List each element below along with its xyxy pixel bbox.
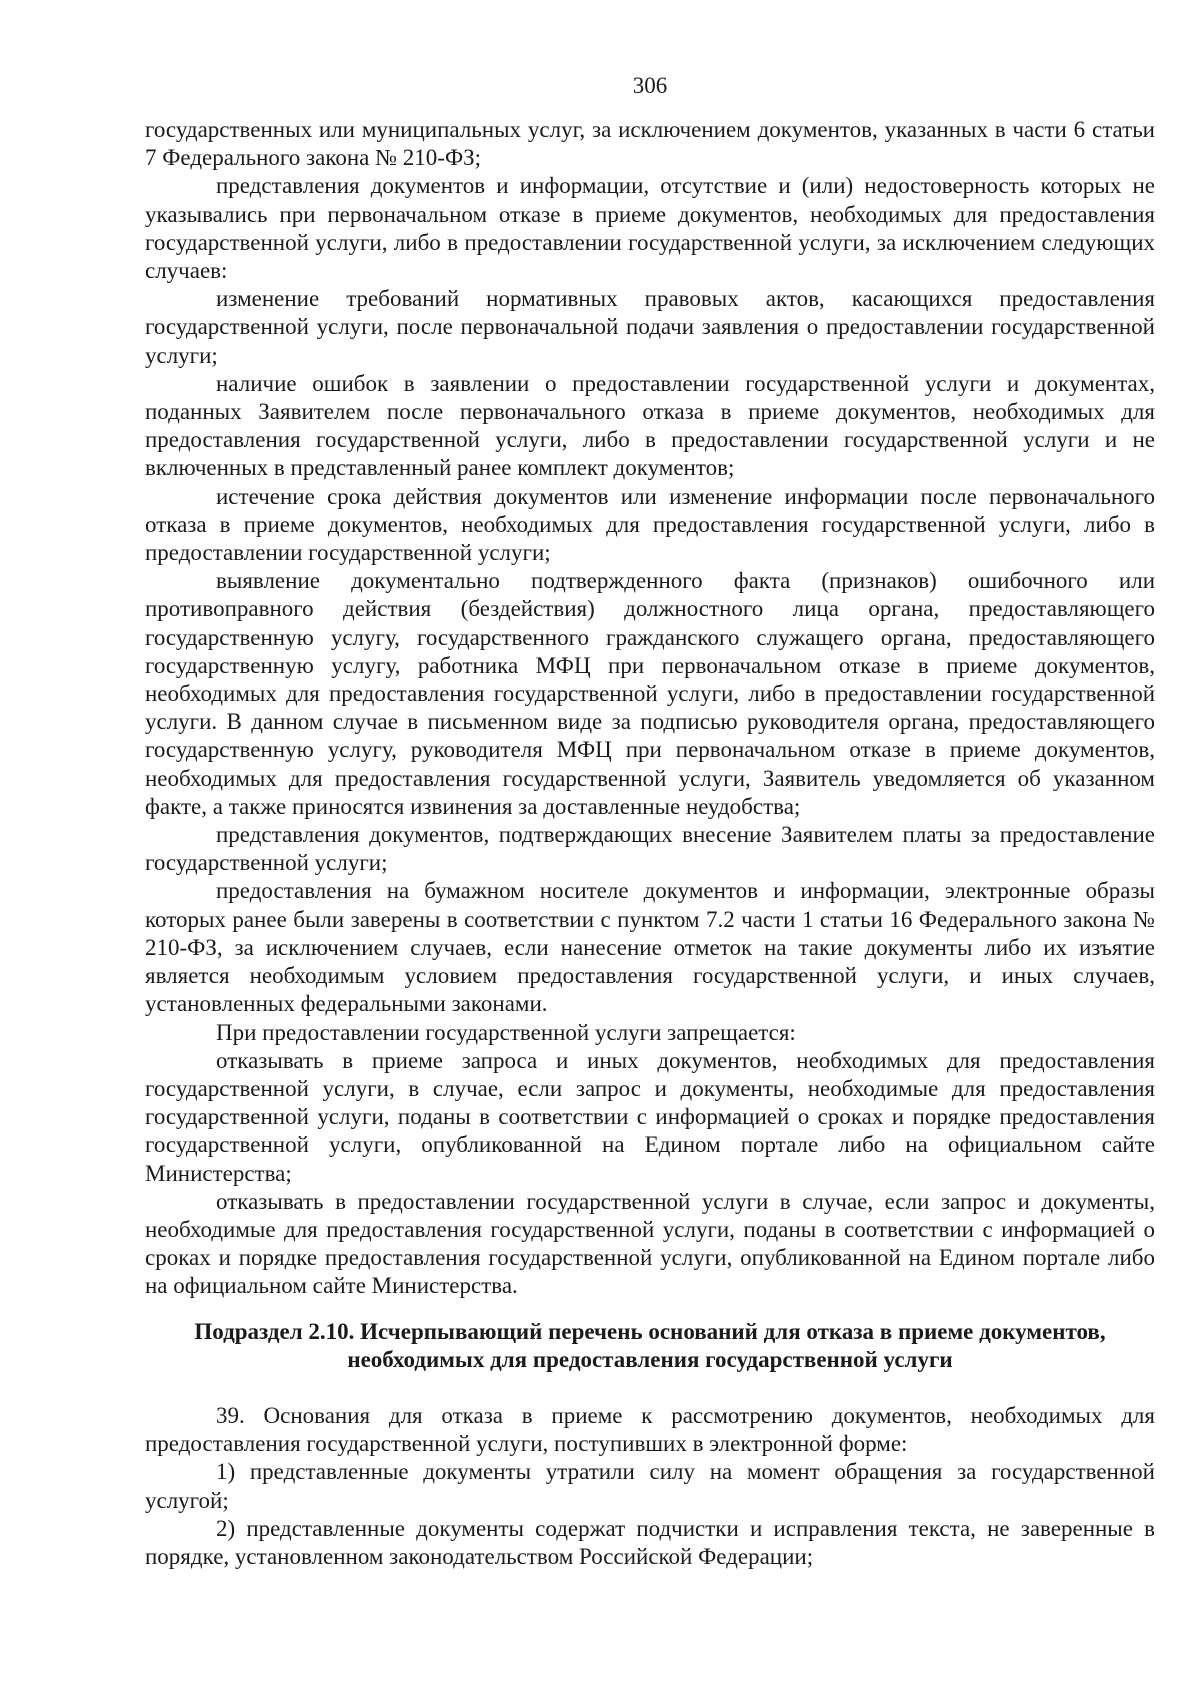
section-body [145, 1402, 1155, 1571]
paragraph: предоставления на бумажном носителе документов и информации, электронные образы которых ранее были заверены в соответствии с пунктом 7.2 части 1 статьи 16 Федерального закона № 210-ФЗ, за исключением случаев, если нанесение отметок на такие документы либо их изъятие является необходимым условием предоставления государственной услуги, и иных случаев, установленных федеральными законами. [145, 878, 1155, 1017]
paragraph: представления документов и информации, отсутствие и (или) недостоверность которых не указывались при первоначальном отказе в приеме документов, необходимых для предоставления государственной услуги, либо в предоставлении государственной услуги, за исключением следующих случаев: [145, 173, 1155, 284]
paragraph: отказывать в предоставлении государственной услуги в случае, если запрос и документы, необходимые для предоставления государственной услуги, поданы в соответствии с информацией о сроках и порядке предоставления государственной услуги, опубликованной на Едином портале либо на официальном сайте Министерства. [145, 1188, 1155, 1299]
paragraph: 39. Основания для отказа в приеме к рассмотрению документов, необходимых для предоставления государственной услуги, поступивших в электронной форме: [145, 1403, 1155, 1457]
paragraph: государственных или муниципальных услуг, за исключением документов, указанных в части 6 статьи 7 Федерального закона № 210-ФЗ; [145, 117, 1155, 171]
paragraph: 1) представленные документы утратили силу на момент обращения за государственной услугой; [145, 1459, 1155, 1513]
paragraph: отказывать в приеме запроса и иных документов, необходимых для предоставления государственной услуги, в случае, если запрос и документы, необходимые для предоставления государственной услуги, поданы в соответствии с информацией о сроках и порядке предоставления государственной услуги, опубликованной на Едином портале либо на официальном сайте Министерства; [145, 1047, 1155, 1186]
paragraph: наличие ошибок в заявлении о предоставлении государственной услуги и документах, поданных Заявителем после первоначального отказа в приеме документов, необходимых для предоставления государственной услуги, либо в предоставлении государственной услуги и не включенных в представленный ранее комплект документов; [145, 370, 1155, 481]
paragraph: выявление документально подтвержденного факта (признаков) ошибочного или противоправного действия (бездействия) должностного лица органа, предоставляющего государственную услугу, государственного гражданского служащего органа, предоставляющего государственную услугу, работника МФЦ при первоначальном отказе в приеме документов, необходимых для предоставления государственной услуги, либо в предоставлении государственной услуги. В данном случае в письменном виде за подписью руководителя органа, предоставляющего государственную услугу, руководителя МФЦ при первоначальном отказе в приеме документов, необходимых для предоставления государственной услуги, Заявитель уведомляется об указанном факте, а также приносятся извинения за доставленные неудобства; [145, 568, 1155, 819]
page-number: 306 [632, 73, 668, 98]
paragraph: истечение срока действия документов или изменение информации после первоначального отказа в приеме документов, необходимых для предоставления государственной услуги, либо в предоставлении государственной услуги; [145, 483, 1155, 566]
paragraph: представления документов, подтверждающих внесение Заявителем платы за предоставление государственной услуги; [145, 822, 1155, 876]
paragraph: 2) представленные документы содержат подчистки и исправления текста, не заверенные в порядке, установленном законодательством Российской Федерации; [145, 1515, 1155, 1570]
document-page [145, 0, 1155, 1697]
paragraph: При предоставлении государственной услуги запрещается: [216, 1019, 796, 1045]
section-heading [145, 1318, 1155, 1374]
section-heading-line: Подраздел 2.10. Исчерпывающий перечень оснований для отказа в приеме документов, [194, 1319, 1106, 1344]
paragraph: изменение требований нормативных правовых актов, касающихся предоставления государственной услуги, после первоначальной подачи заявления о предоставлении государственной услуги; [145, 286, 1155, 368]
document-body [145, 116, 1155, 1301]
section-heading-line: необходимых для предоставления государственной услуги [347, 1347, 953, 1373]
